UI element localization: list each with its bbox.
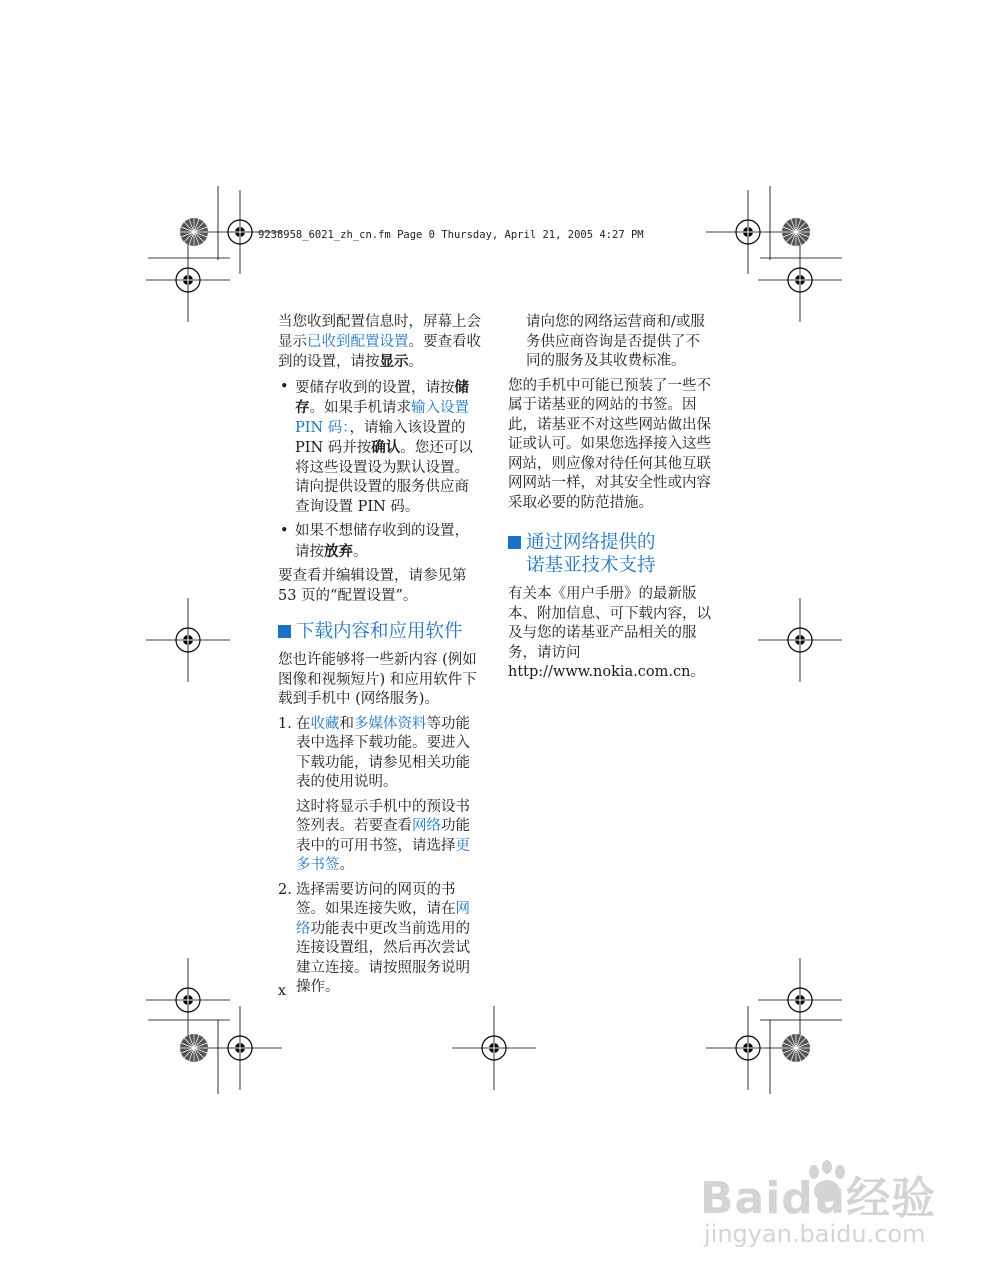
numbered-step: 1. 在收藏和多媒体资料等功能表中选择下载功能。要进入下载功能，请参见相关功能表的使用说明。: [278, 715, 470, 790]
config-received-link: 已收到配置设置: [307, 333, 409, 350]
bullet-marker: •: [280, 378, 289, 395]
heading-square-icon: [508, 536, 521, 549]
support-url: http://www.nokia.com.cn。: [508, 664, 705, 680]
watermark-url: jingyan.baidu.com: [704, 1220, 926, 1248]
right-column: [508, 313, 712, 688]
show-key: 显示: [379, 353, 409, 370]
watermark-brand: Baidu经验: [700, 1173, 937, 1224]
bookmarks-paragraph: 您的手机中可能已预装了一些不属于诺基亚的网站的书签。因此，诺基亚不对这些网站做出保证或认可。如果您选择接入这些网站，则应像对待任何其他互联网网站一样，对其安全性或内容采取必要的防范措施。: [508, 377, 711, 511]
list-item: • 如果不想储存收到的设置，请按放弃。: [280, 523, 469, 560]
heading-square-icon: [278, 625, 291, 638]
file-header: 9238958_6021_zh_cn.fm Page 0 Thursday, April 21, 2005 4:27 PM: [258, 229, 644, 241]
see-settings-paragraph: 要查看并编辑设置，请参见第 53 页的“配置设置”。: [278, 568, 467, 604]
bullet-marker: •: [280, 523, 289, 539]
section-heading-download: 下载内容和应用软件: [278, 620, 482, 643]
list-item: • 要储存收到的设置，请按储存。如果手机请求输入设置 PIN 码：，请输入该设置的 PIN 码并按确认。您还可以将这些设置设为默认设置。请向提供设置的服务供应商查询设置 PIN 码。: [280, 378, 473, 515]
operator-paragraph: 请向您的网络运营商和/或服务供应商咨询是否提供了不同的服务及其收费标准。: [526, 314, 705, 369]
page-number: x: [278, 983, 286, 999]
download-paragraph: 您也许能够将一些新内容 (例如图像和视频短片) 和应用软件下载到手机中 (网络服务)。: [278, 652, 477, 707]
section-heading-support: 通过网络提供的 诺基亚技术支持: [508, 531, 712, 577]
left-column: [278, 313, 482, 1003]
step-subparagraph: 这时将显示手机中的预设书签列表。若要查看网络功能表中的可用书签，请选择更多书签。: [296, 798, 470, 873]
numbered-step: 2. 选择需要访问的网页的书签。如果连接失败，请在网络功能表中更改当前选用的连接设置组，然后再次尝试建立连接。请按照服务说明操作。: [278, 881, 470, 995]
baidu-watermark: [700, 1150, 940, 1260]
support-paragraph: 有关本《用户手册》的最新版本、附加信息、可下载内容，以及与您的诺基亚产品相关的服务，请访问 http://www.nokia.com.cn。: [508, 586, 711, 680]
config-paragraph: 当您收到配置信息时，屏幕上会显示已收到配置设置。要查看收到的设置，请按显示。: [278, 314, 481, 370]
